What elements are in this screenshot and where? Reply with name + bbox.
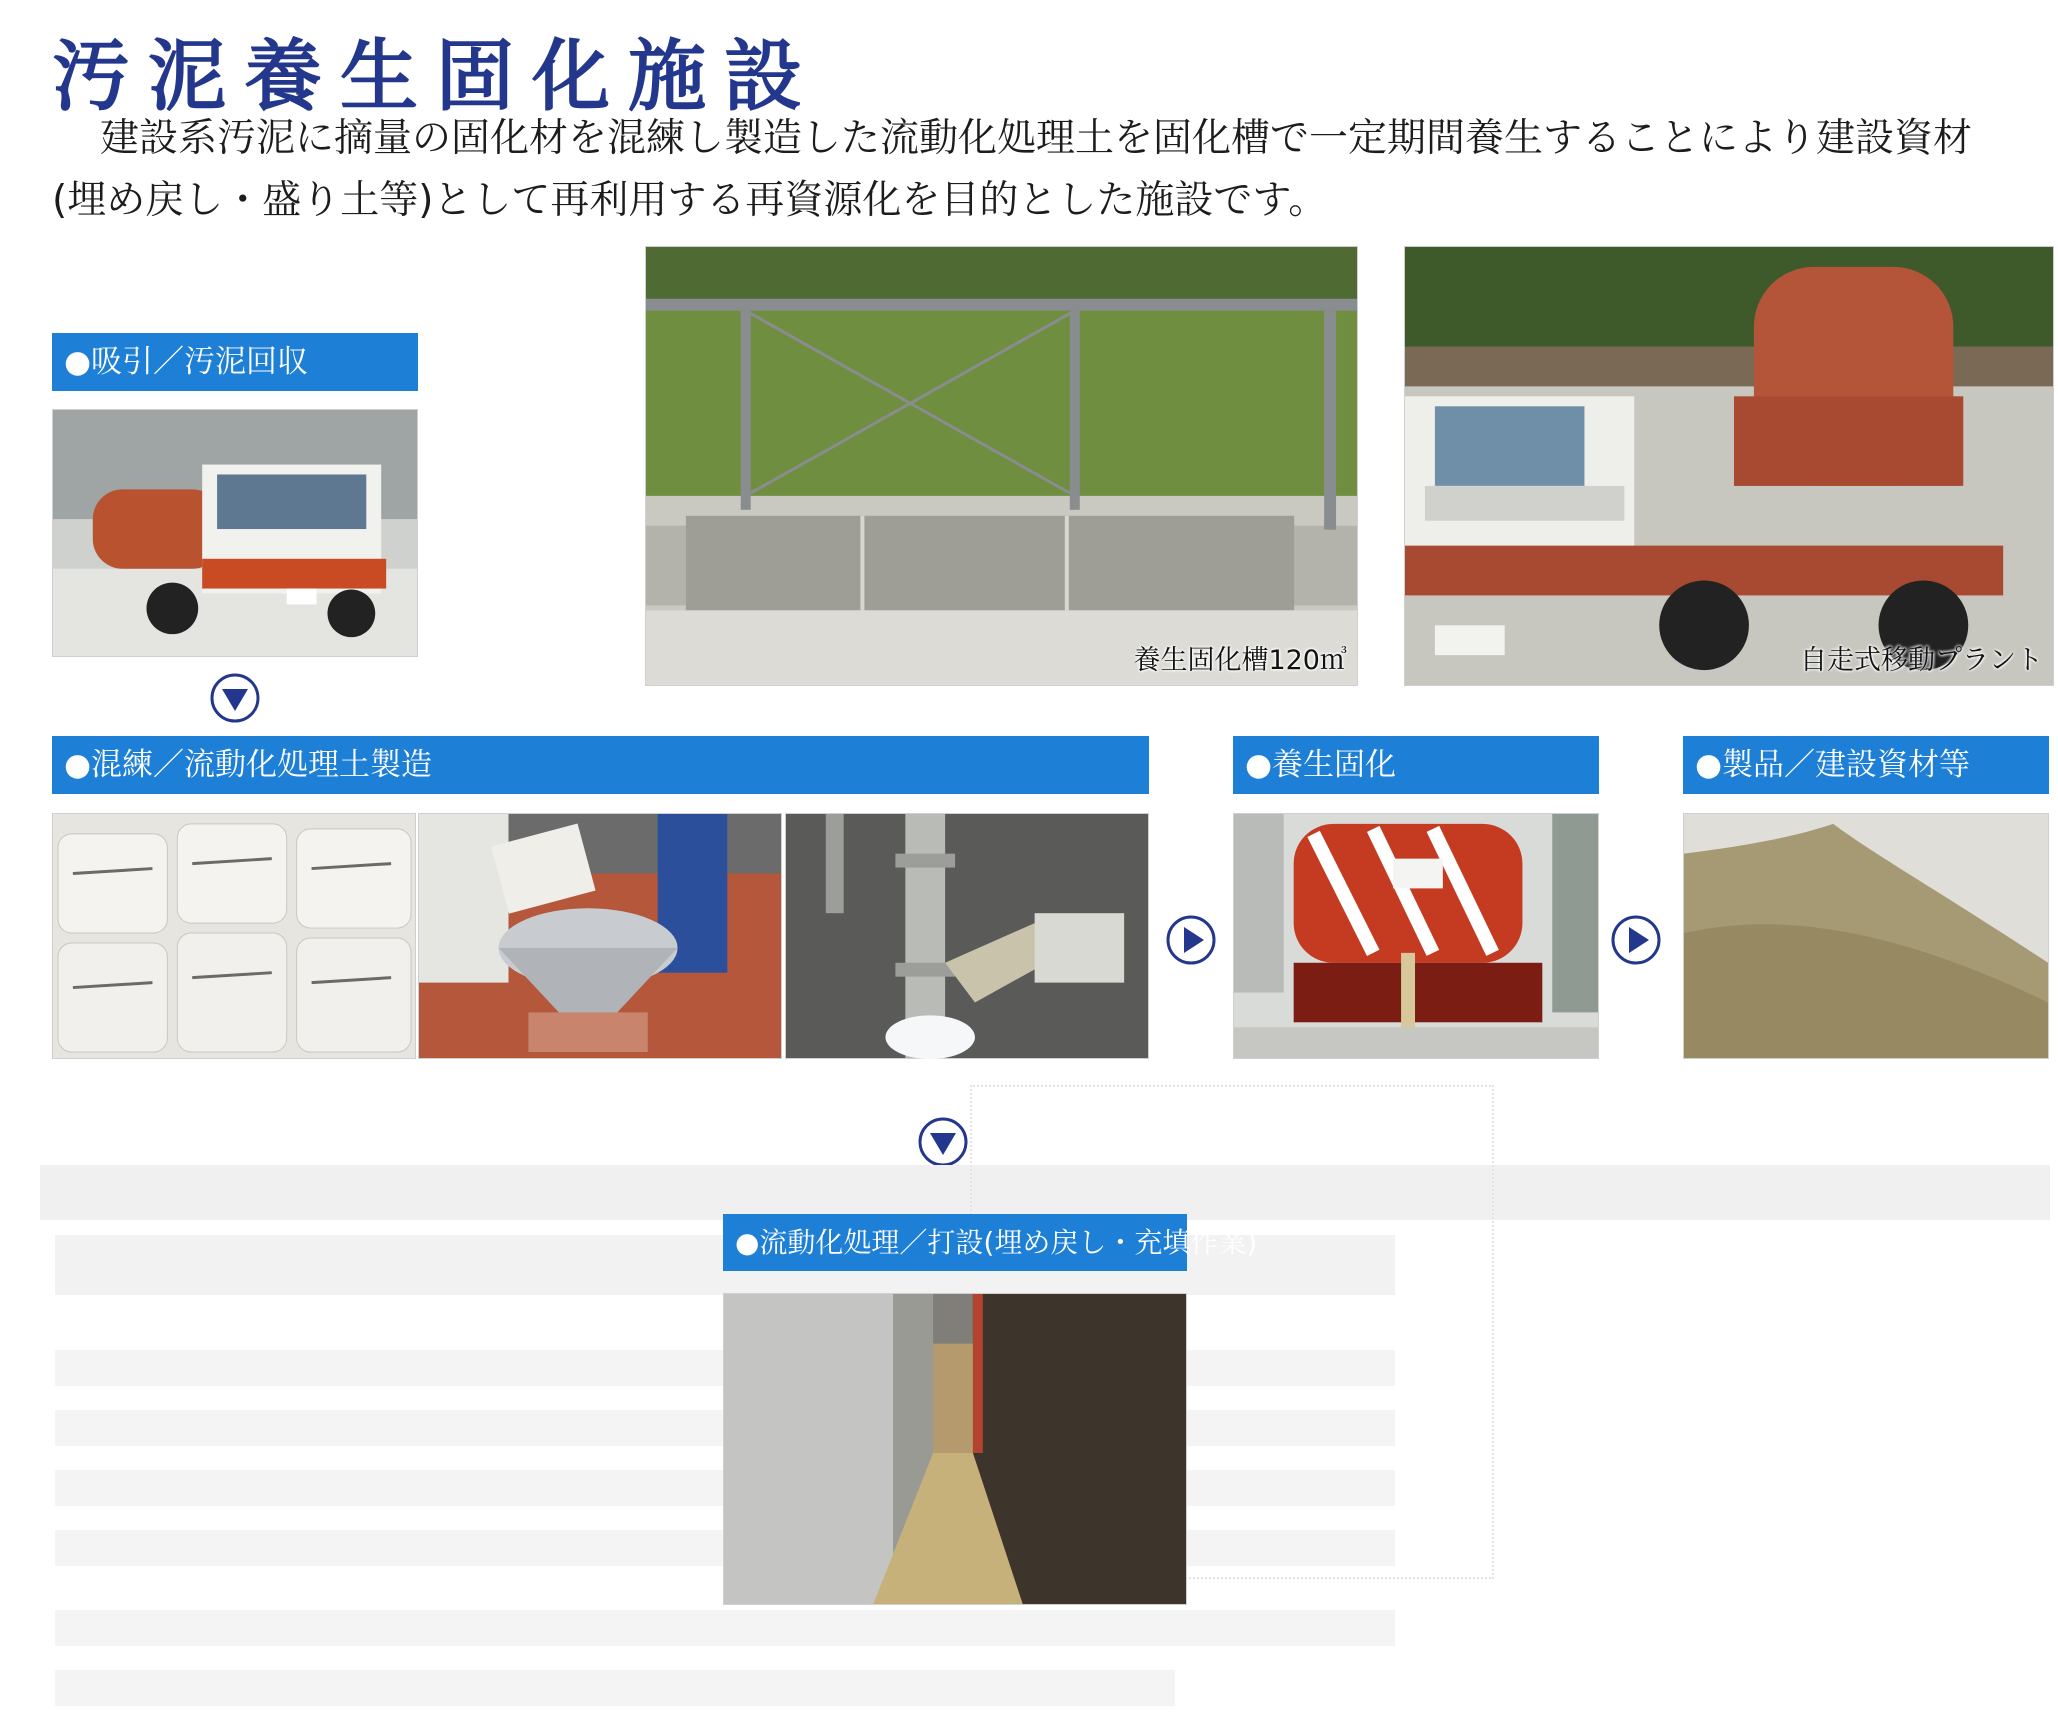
- curing-truck-photo: [1233, 813, 1599, 1059]
- intro-line-2: (埋め戻し・盛り土等)として再利用する再資源化を目的とした施設です。: [52, 178, 1328, 223]
- pipe-discharge-photo: [785, 813, 1149, 1059]
- page-title: 汚泥養生固化施設: [52, 32, 821, 122]
- showthrough-line: [55, 1610, 1395, 1646]
- intro-line-1: 建設系汚泥に摘量の固化材を混練し製造した流動化処理土を固化槽で一定期間養生することにより建設資材: [100, 116, 1973, 161]
- suction-truck-photo: [52, 409, 418, 657]
- solidifier-bags-photo: [52, 813, 416, 1059]
- triangle-down-icon: [210, 673, 260, 723]
- step-label-backfill: ●流動化処理／打設(埋め戻し・充填作業): [723, 1214, 1187, 1271]
- intro-text: [52, 108, 2042, 232]
- backfill-trench-photo: [723, 1293, 1187, 1605]
- triangle-right-icon: [1611, 915, 1661, 965]
- step-label-curing: ●養生固化: [1233, 736, 1599, 794]
- mobile-plant-photo: [1404, 246, 2054, 686]
- soil-product-photo: [1683, 813, 2049, 1059]
- mixing-hopper-photo: [418, 813, 782, 1059]
- triangle-down-icon: [918, 1117, 968, 1167]
- step-label-mixing: ●混練／流動化処理土製造: [52, 736, 1149, 794]
- mobile-plant-caption: 自走式移動プラント: [1800, 645, 2043, 676]
- showthrough-line: [55, 1670, 1175, 1706]
- curing-tank-photo: [645, 246, 1358, 686]
- triangle-right-icon: [1166, 915, 1216, 965]
- curing-tank-caption: 養生固化槽120㎥: [1133, 645, 1347, 676]
- step-label-suction: ●吸引／汚泥回収: [52, 333, 418, 391]
- step-label-product: ●製品／建設資材等: [1683, 736, 2049, 794]
